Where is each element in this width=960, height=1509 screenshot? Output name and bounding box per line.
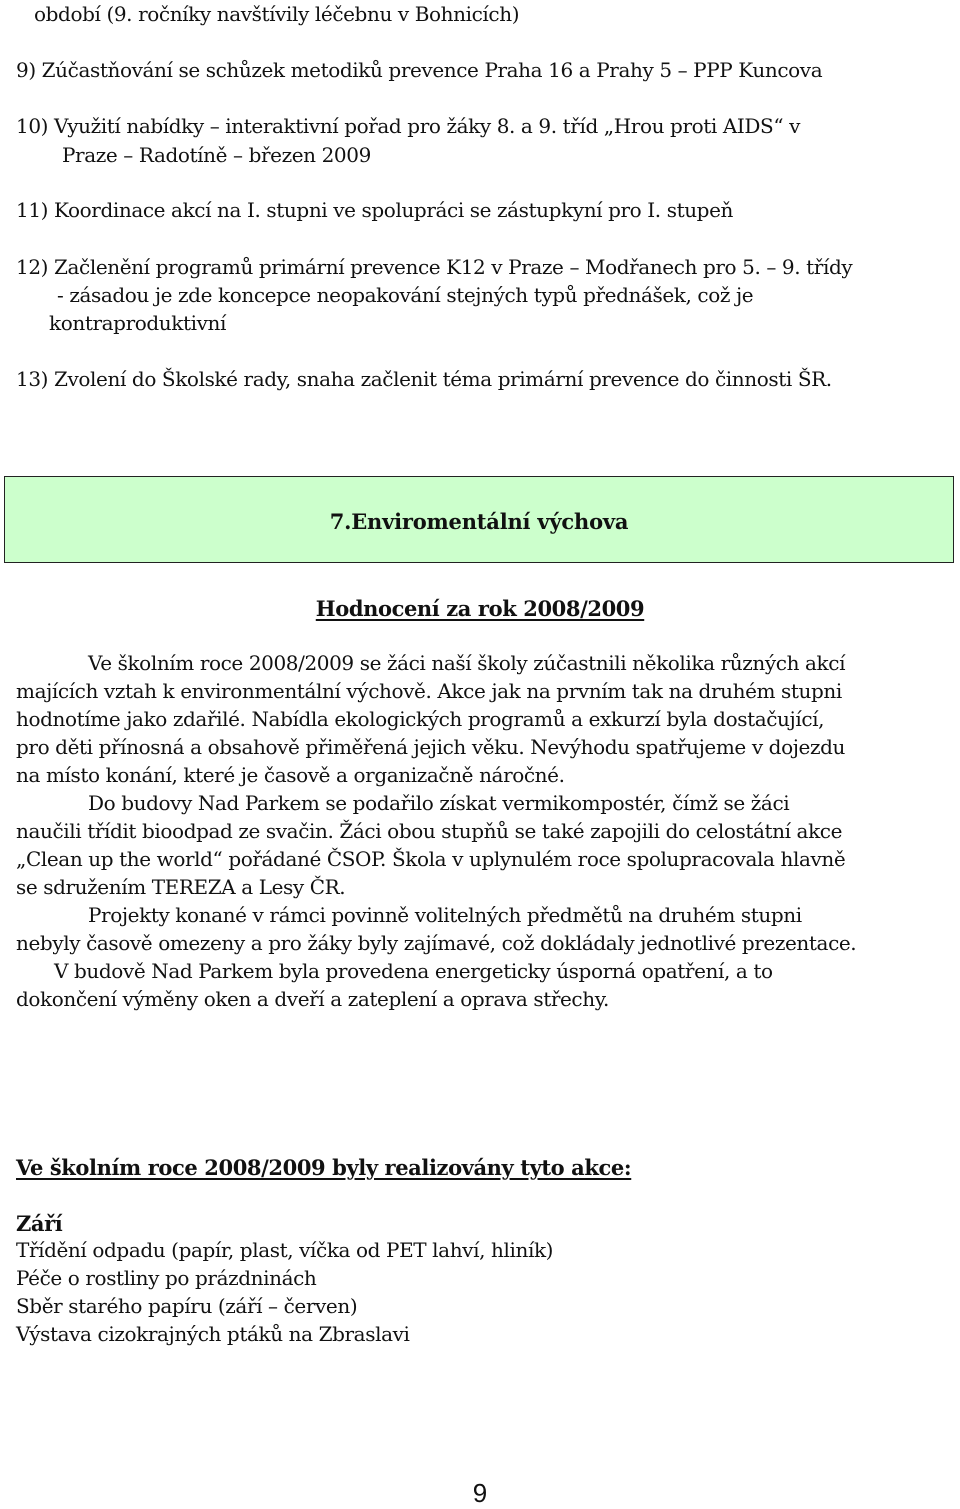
body-line: dokončení výměny oken a dveří a zateplení a oprava střechy. xyxy=(16,987,609,1011)
body-line: se sdružením TEREZA a Lesy ČR. xyxy=(16,875,346,899)
list-item-10: 10) Využití nabídky – interaktivní pořad pro žáky 8. a 9. tříd „Hrou proti AIDS“ v xyxy=(16,114,801,138)
list-item-11: 11) Koordinace akcí na I. stupni ve spolupráci se zástupkyní pro I. stupeň xyxy=(16,198,734,222)
actions-month: Září xyxy=(16,1211,63,1236)
body-line: pro děti přínosná a obsahově přiměřená jejich věku. Nevýhodu spatřujeme v dojezdu xyxy=(16,735,845,759)
section-heading: 7.Enviromentální výchova xyxy=(329,509,629,534)
actions-item: Třídění odpadu (papír, plast, víčka od PET lahví, hliník) xyxy=(16,1238,554,1262)
actions-item: Výstava cizokrajných ptáků na Zbraslavi xyxy=(16,1322,410,1346)
body-line: hodnotíme jako zdařilé. Nabídla ekologických programů a exkurzí byla dostačující, xyxy=(16,707,825,731)
body-line: Do budovy Nad Parkem se podařilo získat vermikompostér, čímž se žáci xyxy=(88,791,790,815)
list-item-12-note: - zásadou je zde koncepce neopakování stejných typů přednášek, což je xyxy=(57,283,754,307)
actions-item: Sběr starého papíru (září – červen) xyxy=(16,1294,358,1318)
actions-item: Péče o rostliny po prázdninách xyxy=(16,1266,317,1290)
body-line: majících vztah k environmentální výchově. Akce jak na prvním tak na druhém stupni xyxy=(16,679,842,703)
page-number: 9 xyxy=(472,1478,488,1508)
list-item-9: 9) Zúčastňování se schůzek metodiků prevence Praha 16 a Prahy 5 – PPP Kuncova xyxy=(16,58,823,82)
body-line: „Clean up the world“ pořádané ČSOP. Škola v uplynulém roce spolupracovala hlavně xyxy=(16,847,846,871)
section-heading-box xyxy=(4,476,954,563)
list-item-12: 12) Začlenění programů primární prevence K12 v Praze – Modřanech pro 5. – 9. třídy xyxy=(16,255,853,279)
list-item-13: 13) Zvolení do Školské rady, snaha začlenit téma primární prevence do činnosti ŠR. xyxy=(16,367,832,391)
list-item-12-note-continuation: kontraproduktivní xyxy=(49,311,226,335)
body-line: nebyly časově omezeny a pro žáky byly zajímavé, což dokládaly jednotlivé prezentace. xyxy=(16,931,857,955)
section-subheading: Hodnocení za rok 2008/2009 xyxy=(315,596,645,621)
body-line: Ve školním roce 2008/2009 se žáci naší školy zúčastnili několika různých akcí xyxy=(88,651,846,675)
body-line: V budově Nad Parkem byla provedena energeticky úsporná opatření, a to xyxy=(54,959,773,983)
body-line: naučili třídit bioodpad ze svačin. Žáci obou stupňů se také zapojili do celostátní akce xyxy=(16,819,843,843)
list-line: období (9. ročníky navštívily léčebnu v Bohnicích) xyxy=(34,2,520,26)
body-line: Projekty konané v rámci povinně volitelných předmětů na druhém stupni xyxy=(88,903,802,927)
actions-title: Ve školním roce 2008/2009 byly realizovány tyto akce: xyxy=(16,1155,632,1180)
list-item-10-continuation: Praze – Radotíně – březen 2009 xyxy=(62,143,371,167)
body-line: na místo konání, které je časově a organizačně náročné. xyxy=(16,763,565,787)
